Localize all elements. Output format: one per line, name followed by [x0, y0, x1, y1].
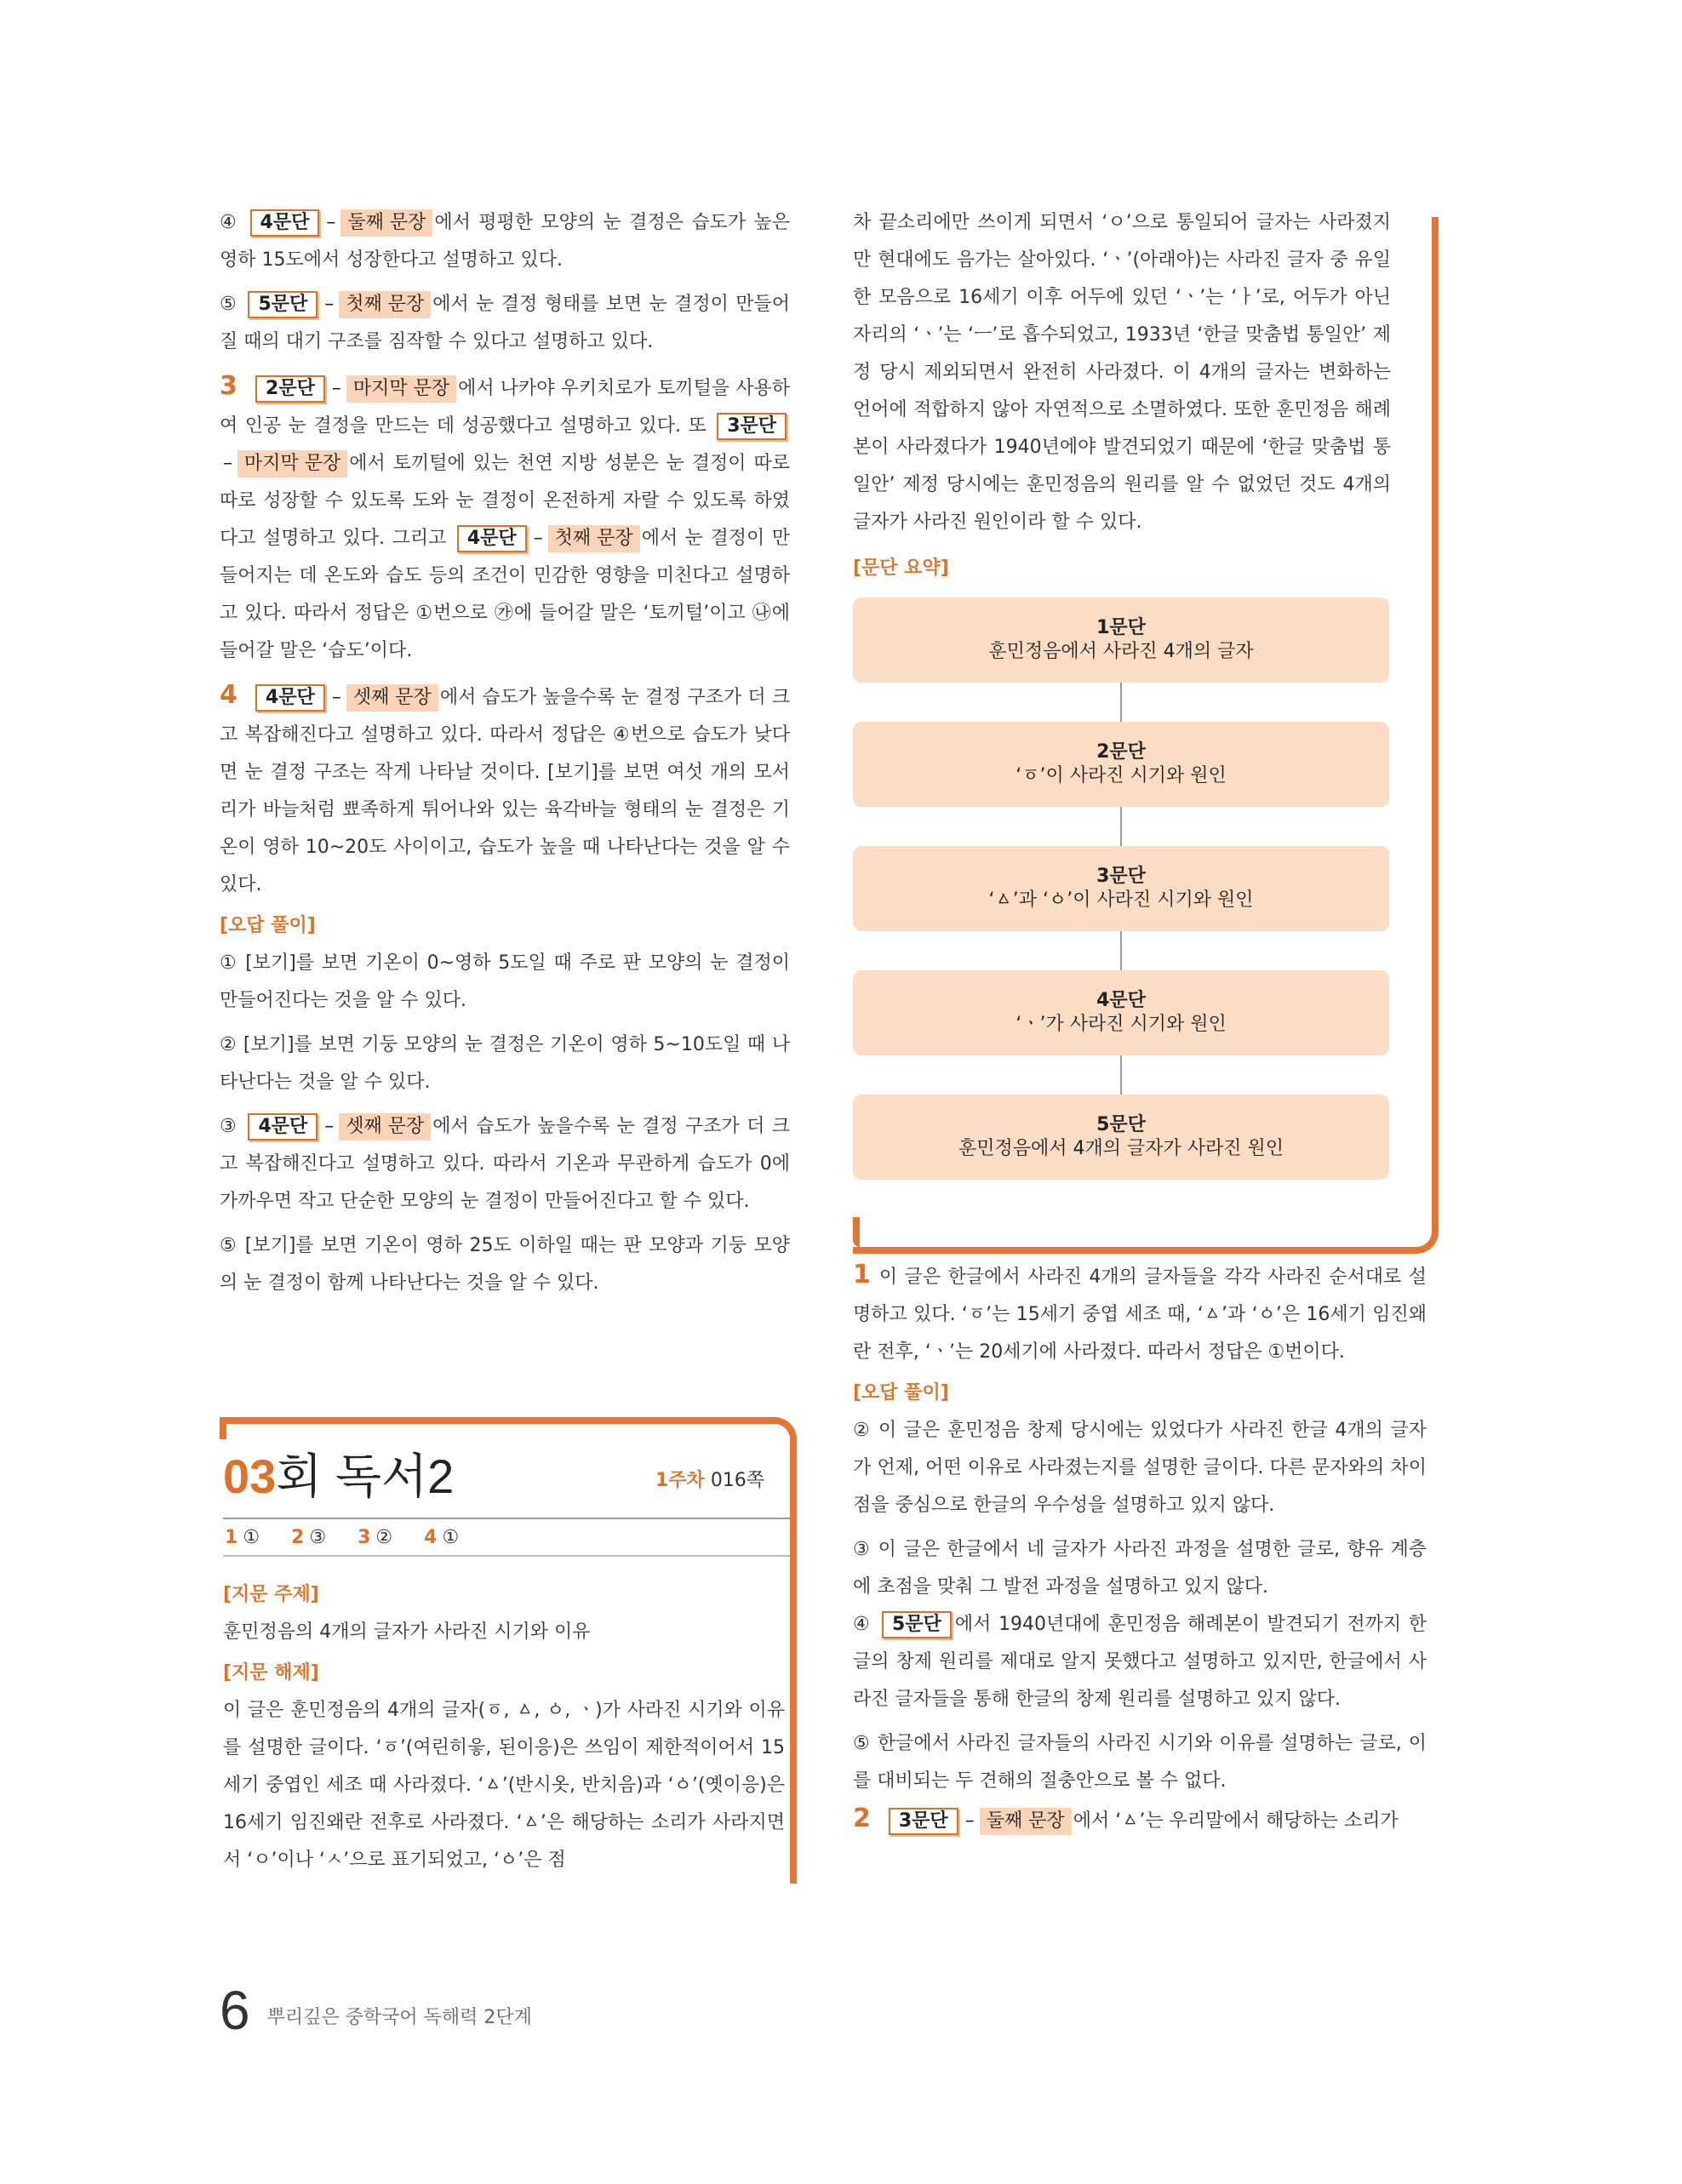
flow-connector [1120, 683, 1122, 722]
paragraph-summary-flow [853, 597, 1389, 1180]
session-number: 03 [223, 1449, 277, 1503]
paragraph-ref-box: 2문단 [255, 375, 325, 403]
paragraph-ref-box: 3문단 [717, 413, 787, 440]
answer-item: 3 ② [358, 1527, 393, 1548]
wrong-item-5: ⑤ 한글에서 사라진 글자들의 사라진 시기와 이유를 설명하는 글로, 이를 대비되는 두 견해의 절충안으로 볼 수 없다. [853, 1733, 1427, 1792]
question-number: 1 [853, 1260, 871, 1289]
session-week-ref: 1주차 016쪽 [655, 1470, 765, 1491]
question-number: 3 [220, 371, 237, 401]
wrong-answer-heading: [오답 풀이] [853, 1382, 949, 1404]
wrong-item-1: ① [보기]를 보면 기온이 0~영하 5도일 때 주로 판 모양의 눈 결정이 만들어진다는 것을 알 수 있다. [220, 952, 790, 1011]
sentence-highlight: 둘째 문장 [340, 209, 432, 237]
wrong-item-5: ⑤ 5문단 – 첫째 문장 에서 눈 결정 형태를 보면 눈 결정이 만들어질 때의 대기 구조를 짐작할 수 있다고 설명하고 있다. [220, 286, 790, 361]
question-4-explanation: 4 4문단 – 셋째 문장 에서 습도가 높을수록 눈 결정 구조가 더 크고 복잡해진다고 설명하고 있다. 따라서 정답은 ④번으로 습도가 낮다면 눈 결정 구조는 작게 나타날 것이다. [보기]를 보면 여섯 개의 모서리가 바늘처럼 뾰족하게 튀어나와 있는 육각바늘 형태의 눈 결정은 기온이 영하 10~20도 사이이고, 습도가 높을 때 나타난다는 것을 알 수 있다. [220, 680, 790, 895]
answer-key [225, 1525, 484, 1551]
flow-box-5: 5문단 훈민정음에서 4개의 글자가 사라진 원인 [853, 1095, 1389, 1180]
left-column [220, 204, 790, 1302]
flow-box-4: 4문단 ‘ㆍ’가 사라진 시기와 원인 [853, 970, 1389, 1055]
flow-box-1: 1문단 훈민정음에서 사라진 4개의 글자 [853, 597, 1389, 683]
flow-connector [1120, 931, 1122, 970]
wrong-item-4: ④ 5문단 에서 1940년대에 훈민정음 해례본이 발견되기 전까지 한글의 창제 원리를 제대로 알지 못했다고 설명하고 있지만, 한글에서 사라진 글자들을 통해 한글의 창제 원리를 설명하고 있지 않다. [853, 1606, 1427, 1718]
flow-box-2: 2문단 ‘ㆆ’이 사라진 시기와 원인 [853, 722, 1389, 807]
topic-heading: [지문 주제] [223, 1584, 319, 1605]
wrong-item-3: ③ 이 글은 한글에서 네 글자가 사라진 과정을 설명한 글로, 향유 계층에 초점을 맞춰 그 발전 과정을 설명하고 있지 않다. [853, 1539, 1427, 1598]
flow-box-3: 3문단 ‘ㅿ’과 ‘ㆁ’이 사라진 시기와 원인 [853, 846, 1389, 931]
analysis-text: 이 글은 훈민정음의 4개의 글자(ㆆ, ㅿ, ㆁ, ㆍ)가 사라진 시기와 이유를 설명한 글이다. ‘ㆆ’(여린히읗, 된이응)은 쓰임이 제한적이어서 15세기 중엽인 세조 때 사라졌다. ‘ㅿ’(반시옷, 반치음)과 ‘ㆁ’(옛이응)은 16세기 임진왜란 전후로 사라졌다. ‘ㅿ’은 해당하는 소리가 사라지면서 ‘ㅇ’이나 ‘ㅅ’으로 표기되었고, ‘ㆁ’은 점 [223, 1700, 785, 1871]
topic-text: 훈민정음의 4개의 글자가 사라진 시기와 이유 [223, 1621, 591, 1643]
sentence-highlight: 마지막 문장 [237, 450, 347, 477]
sentence-highlight: 마지막 문장 [346, 375, 456, 403]
paragraph-ref-box: 4문단 [248, 1113, 318, 1141]
flow-connector [1120, 1055, 1122, 1095]
sentence-highlight: 셋째 문장 [346, 684, 438, 712]
page-number: 6 [220, 1980, 250, 2041]
answer-item: 2 ③ [291, 1527, 327, 1548]
session-body [223, 1573, 785, 1879]
sentence-highlight: 첫째 문장 [548, 525, 640, 552]
wrong-item-3: ③ 4문단 – 셋째 문장 에서 습도가 높을수록 눈 결정 구조가 더 크고 복잡해진다고 설명하고 있다. 따라서 기온과 무관하게 습도가 0에 가까우면 작고 단순한 모양의 눈 결정이 만들어진다고 할 수 있다. [220, 1108, 790, 1221]
wrong-item-2: ② [보기]를 보면 기둥 모양의 눈 결정은 기온이 영하 5~10도일 때 나타난다는 것을 알 수 있다. [220, 1034, 790, 1093]
right-column [853, 204, 1427, 1840]
divider [223, 1518, 790, 1519]
sentence-highlight: 첫째 문장 [339, 291, 431, 318]
book-title: 뿌리깊은 중학국어 독해력 2단계 [266, 2007, 532, 2028]
wrong-item-2: ② 이 글은 훈민정음 창제 당시에는 있었다가 사라진 한글 4개의 글자가 언제, 어떤 이유로 사라졌는지를 설명한 글이다. 다른 문자와의 차이점을 중심으로 한글의 우수성을 설명하고 있지 않다. [853, 1420, 1427, 1516]
paragraph-ref-box: 5문단 [248, 291, 318, 318]
wrong-answer-heading: [오답 풀이] [220, 915, 316, 936]
question-number: 2 [853, 1804, 871, 1833]
divider [223, 1555, 790, 1557]
question-3-explanation: 3 2문단 – 마지막 문장 에서 나카야 우키치로가 토끼털을 사용하여 인공 눈 결정을 만드는 데 성공했다고 설명하고 있다. 또 3문단– 마지막 문장 에서 토끼털에 있는 천연 지방 성분은 눈 결정이 따로따로 성장할 수 있도록 도와 눈 결정이 온전하게 자랄 수 있도록 하였다고 설명하고 있다. 그리고 4문단 – 첫째 문장 에서 눈 결정이 만들어지는 데 온도와 습도 등의 조건이 민감한 영향을 미친다고 설명하고 있다. 따라서 정답은 ①번으로 ㉮에 들어갈 말은 ‘토끼털’이고 ㉯에 들어갈 말은 ‘습도’이다. [220, 371, 791, 661]
session-title [223, 1447, 454, 1507]
analysis-continued: 차 끝소리에만 쓰이게 되면서 ‘ㅇ’으로 통일되어 글자는 사라졌지만 현대에도 음가는 살아있다. ‘ㆍ’(아래아)는 사라진 글자 중 유일한 모음으로 16세기 이후 어두에 있던 ‘ㆍ’는 ‘ㅏ’로, 어두가 아닌 자리의 ‘ㆍ’는 ‘ㅡ’로 흡수되었고, 1933년 ‘한글 맞춤법 통일안’ 제정 당시 제외되면서 완전히 사라졌다. 이 4개의 글자는 변화하는 언어에 적합하지 않아 자연적으로 소멸하였다. 또한 훈민정음 해례본이 사라졌다가 1940년에야 발견되었기 때문에 ‘한글 맞춤법 통일안’ 제정 당시에는 훈민정음의 원리를 알 수 없었던 것도 4개의 글자가 사라진 원인이라 할 수 있다. [853, 212, 1391, 533]
summary-heading: [문단 요약] [853, 557, 949, 579]
question-1-explanation: 1 이 글은 한글에서 사라진 4개의 글자들을 각각 사라진 순서대로 설명하고 있다. ‘ㆆ’는 15세기 중엽 세조 때, ‘ㅿ’과 ‘ㆁ’은 16세기 임진왜란 전후, ‘ㆍ’는 20세기에 사라졌다. 따라서 정답은 ①번이다. [853, 1260, 1427, 1363]
page-footer [220, 1980, 532, 2041]
session-label: 회 독서2 [276, 1449, 455, 1503]
wrong-item-4: ④ 4문단 – 둘째 문장 에서 평평한 모양의 눈 결정은 습도가 높은 영하 15도에서 성장한다고 설명하고 있다. [220, 204, 790, 279]
question-number: 4 [220, 680, 237, 710]
paragraph-ref-box: 3문단 [889, 1808, 958, 1835]
session-frame-tick [220, 1417, 226, 1439]
answer-item: 1 ① [225, 1527, 260, 1548]
answer-item: 4 ① [424, 1527, 460, 1548]
question-2-explanation: 2 3문단 – 둘째 문장 에서 ‘ㅿ’는 우리말에서 해당하는 소리가 [853, 1804, 1399, 1833]
sentence-highlight: 둘째 문장 [980, 1808, 1072, 1835]
paragraph-ref-box: 4문단 [250, 209, 320, 237]
flow-connector [1120, 807, 1122, 846]
paragraph-ref-box: 5문단 [882, 1611, 952, 1638]
wrong-item-5b: ⑤ [보기]를 보면 기온이 영하 25도 이하일 때는 판 모양과 기둥 모양의 눈 결정이 함께 나타난다는 것을 알 수 있다. [220, 1235, 790, 1294]
paragraph-ref-box: 4문단 [255, 684, 325, 712]
sentence-highlight: 셋째 문장 [339, 1113, 431, 1141]
paragraph-ref-box: 4문단 [457, 525, 527, 552]
analysis-heading: [지문 해제] [223, 1662, 319, 1684]
